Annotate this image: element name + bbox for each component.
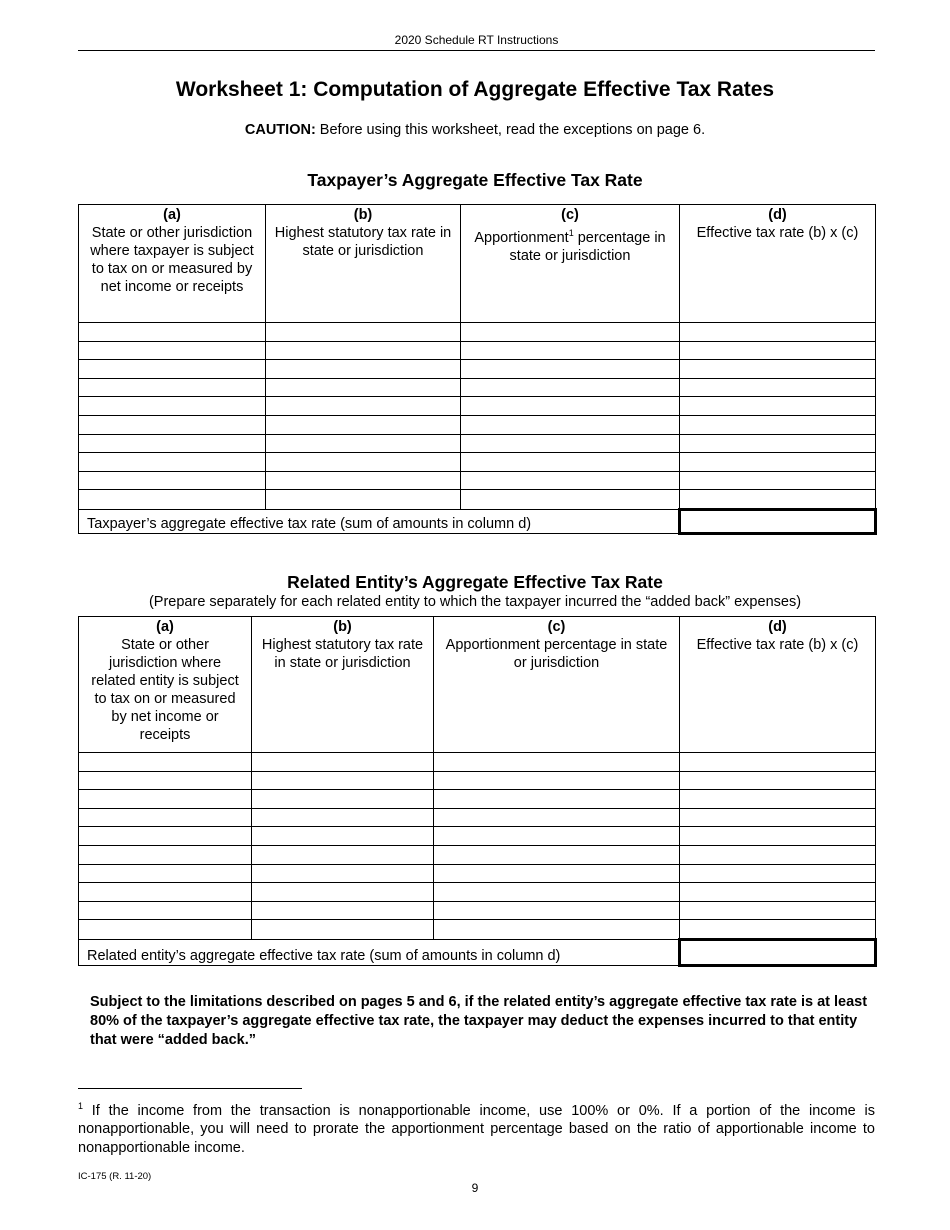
taxpayer-entry-cell-b[interactable] [266, 341, 461, 360]
column-letter: (c) [561, 207, 579, 223]
taxpayer-entry-cell-a[interactable] [79, 415, 266, 434]
column-letter: (a) [163, 207, 181, 223]
related-entry-cell-a[interactable] [79, 845, 252, 864]
taxpayer-entry-row [79, 453, 876, 472]
related-entry-cell-b[interactable] [252, 845, 434, 864]
related-entry-cell-c[interactable] [434, 771, 680, 790]
related-entry-cell-d[interactable] [680, 901, 876, 920]
related-entry-cell-a[interactable] [79, 753, 252, 772]
column-letter: (b) [353, 207, 373, 223]
related-entry-cell-b[interactable] [252, 827, 434, 846]
related-col-c-header [434, 617, 680, 753]
related-entry-cell-c[interactable] [434, 753, 680, 772]
taxpayer-entry-cell-b[interactable] [266, 434, 461, 453]
related-entry-cell-b[interactable] [252, 753, 434, 772]
related-col-a-header [79, 617, 252, 753]
taxpayer-entry-cell-c[interactable] [461, 453, 680, 472]
footnote-rule [78, 1088, 302, 1089]
taxpayer-entry-cell-c[interactable] [461, 341, 680, 360]
related-entry-cell-d[interactable] [680, 920, 876, 940]
related-entry-row [79, 827, 876, 846]
taxpayer-entry-cell-d[interactable] [680, 415, 876, 434]
related-entry-cell-c[interactable] [434, 845, 680, 864]
page-title: Worksheet 1: Computation of Aggregate Effective Tax Rates [175, 78, 775, 101]
taxpayer-entry-row [79, 341, 876, 360]
header-rule [78, 50, 875, 51]
taxpayer-entry-cell-c[interactable] [461, 471, 680, 490]
taxpayer-entry-cell-b[interactable] [266, 453, 461, 472]
related-total-label: Related entity’s aggregate effective tax rate (sum of amounts in column d) [79, 939, 680, 965]
running-header: 2020 Schedule RT Instructions [394, 33, 559, 47]
taxpayer-entry-cell-c[interactable] [461, 434, 680, 453]
taxpayer-entry-cell-b[interactable] [266, 471, 461, 490]
related-entry-cell-d[interactable] [680, 845, 876, 864]
caution-label: CAUTION: [244, 122, 316, 138]
column-description: Effective tax rate (b) x (c) [696, 637, 859, 653]
taxpayer-entry-cell-b[interactable] [266, 323, 461, 342]
taxpayer-entry-cell-c[interactable] [461, 490, 680, 510]
taxpayer-entry-cell-a[interactable] [79, 360, 266, 379]
taxpayer-entry-row [79, 360, 876, 379]
column-letter: (b) [333, 619, 352, 635]
related-entry-cell-d[interactable] [680, 753, 876, 772]
taxpayer-entry-cell-d[interactable] [680, 341, 876, 360]
footnote-reference: 1 [568, 228, 574, 238]
taxpayer-col-a-header [79, 205, 266, 323]
related-entry-cell-d[interactable] [680, 864, 876, 883]
taxpayer-entry-cell-c[interactable] [461, 378, 680, 397]
taxpayer-entry-cell-d[interactable] [680, 453, 876, 472]
taxpayer-entry-cell-b[interactable] [266, 378, 461, 397]
related-entry-cell-a[interactable] [79, 883, 252, 902]
column-description: State or other jurisdiction where related entity is subject to tax on or measured by net income or receipts [91, 637, 239, 743]
related-entry-cell-a[interactable] [79, 827, 252, 846]
related-entry-row [79, 883, 876, 902]
related-entry-cell-b[interactable] [252, 771, 434, 790]
related-entry-cell-c[interactable] [434, 808, 680, 827]
related-entry-cell-b[interactable] [252, 883, 434, 902]
taxpayer-entry-row [79, 434, 876, 453]
caution-note [0, 122, 950, 138]
column-letter: (a) [156, 619, 174, 635]
taxpayer-section-title: Taxpayer’s Aggregate Effective Tax Rate [307, 170, 643, 190]
taxpayer-col-b-header [266, 205, 461, 323]
column-description: Effective tax rate (b) x (c) [696, 225, 859, 241]
footnote-text: If the income from the transaction is nonapportionable income, use 100% or 0%. If a portion of the income is nonapportionable, you will need to prorate the apportionment percentage based on the ratio of apportionable income to nonapportionable income. [78, 1102, 875, 1156]
related-entry-cell-d[interactable] [680, 808, 876, 827]
taxpayer-total-row [79, 509, 876, 533]
description-text: percentage in state or jurisdiction [509, 229, 666, 264]
related-entry-row [79, 864, 876, 883]
related-entry-row [79, 901, 876, 920]
description-text: Apportionment [474, 229, 569, 246]
taxpayer-entry-cell-a[interactable] [79, 434, 266, 453]
related-entry-row [79, 808, 876, 827]
related-entry-row [79, 845, 876, 864]
related-total-input[interactable] [680, 939, 876, 965]
taxpayer-entry-cell-d[interactable] [680, 490, 876, 510]
related-entry-cell-c[interactable] [434, 883, 680, 902]
related-entry-row [79, 790, 876, 809]
taxpayer-entry-cell-c[interactable] [461, 323, 680, 342]
related-entry-cell-a[interactable] [79, 808, 252, 827]
related-entry-cell-a[interactable] [79, 901, 252, 920]
taxpayer-entry-cell-a[interactable] [79, 341, 266, 360]
taxpayer-total-input[interactable] [680, 509, 876, 533]
taxpayer-entry-cell-d[interactable] [680, 378, 876, 397]
related-entry-row [79, 920, 876, 940]
related-total-row [79, 939, 876, 965]
footnote-marker: 1 [78, 1101, 84, 1111]
related-entry-cell-b[interactable] [252, 864, 434, 883]
related-entry-cell-d[interactable] [680, 883, 876, 902]
related-entry-cell-b[interactable] [252, 901, 434, 920]
taxpayer-entry-cell-b[interactable] [266, 360, 461, 379]
column-description: Apportionment percentage in state or jurisdiction [445, 637, 668, 671]
taxpayer-entry-row [79, 323, 876, 342]
taxpayer-entry-cell-a[interactable] [79, 397, 266, 416]
related-entry-cell-b[interactable] [252, 920, 434, 940]
taxpayer-entry-cell-c[interactable] [461, 360, 680, 379]
related-section-subtitle: (Prepare separately for each related entity to which the taxpayer incurred the “added back” expenses) [148, 594, 802, 610]
taxpayer-entry-cell-d[interactable] [680, 397, 876, 416]
related-col-b-header [252, 617, 434, 753]
related-worksheet-table [78, 616, 877, 967]
column-description: Highest statutory tax rate in state or jurisdiction [274, 225, 452, 259]
taxpayer-total-label: Taxpayer’s aggregate effective tax rate (sum of amounts in column d) [79, 509, 680, 533]
form-id: IC-175 (R. 11-20) [78, 1171, 152, 1182]
taxpayer-entry-cell-a[interactable] [79, 453, 266, 472]
taxpayer-entry-cell-b[interactable] [266, 397, 461, 416]
related-entry-cell-c[interactable] [434, 901, 680, 920]
taxpayer-entry-row [79, 378, 876, 397]
taxpayer-entry-cell-c[interactable] [461, 397, 680, 416]
related-entry-cell-c[interactable] [434, 920, 680, 940]
taxpayer-entry-cell-a[interactable] [79, 323, 266, 342]
related-entry-cell-a[interactable] [79, 771, 252, 790]
related-entry-cell-a[interactable] [79, 864, 252, 883]
related-entry-cell-b[interactable] [252, 790, 434, 809]
taxpayer-entry-cell-c[interactable] [461, 415, 680, 434]
related-entry-cell-c[interactable] [434, 790, 680, 809]
column-description: Highest statutory tax rate in state or jurisdiction [261, 637, 424, 671]
related-header-row [79, 617, 876, 753]
taxpayer-worksheet-table [78, 204, 877, 535]
related-entry-cell-c[interactable] [434, 827, 680, 846]
taxpayer-entry-row [79, 471, 876, 490]
column-letter: (d) [768, 207, 787, 223]
page-number: 9 [471, 1181, 479, 1195]
related-entry-row [79, 753, 876, 772]
related-col-d-header [680, 617, 876, 753]
taxpayer-entry-row [79, 415, 876, 434]
column-letter: (d) [768, 619, 787, 635]
footnote [78, 1097, 875, 1157]
taxpayer-entry-cell-a[interactable] [79, 490, 266, 510]
related-entry-cell-c[interactable] [434, 864, 680, 883]
taxpayer-col-c-header [461, 205, 680, 323]
related-section-title: Related Entity’s Aggregate Effective Tax Rate [287, 572, 663, 592]
taxpayer-entry-cell-d[interactable] [680, 471, 876, 490]
related-entry-cell-d[interactable] [680, 771, 876, 790]
taxpayer-entry-row [79, 490, 876, 510]
related-entry-row [79, 771, 876, 790]
taxpayer-entry-row [79, 397, 876, 416]
taxpayer-entry-cell-a[interactable] [79, 471, 266, 490]
related-entry-cell-a[interactable] [79, 790, 252, 809]
taxpayer-entry-cell-d[interactable] [680, 434, 876, 453]
related-entry-cell-d[interactable] [680, 790, 876, 809]
related-entry-cell-a[interactable] [79, 920, 252, 940]
taxpayer-entry-cell-d[interactable] [680, 360, 876, 379]
deduction-note: Subject to the limitations described on pages 5 and 6, if the related entity’s aggregate effective tax rate is at least 80% of the taxpayer’s aggregate effective tax rate, the taxpayer may deduct the expenses incurred to that entity that were “added back.” [90, 994, 868, 1048]
taxpayer-entry-cell-b[interactable] [266, 415, 461, 434]
taxpayer-entry-cell-a[interactable] [79, 378, 266, 397]
caution-text: Before using this worksheet, read the exceptions on page 6. [315, 122, 706, 138]
column-description [461, 224, 679, 265]
taxpayer-col-d-header [680, 205, 876, 323]
related-entry-cell-d[interactable] [680, 827, 876, 846]
column-description: State or other jurisdiction where taxpayer is subject to tax on or measured by net income or receipts [90, 225, 254, 295]
column-letter: (c) [547, 619, 566, 635]
related-entry-cell-b[interactable] [252, 808, 434, 827]
taxpayer-entry-cell-d[interactable] [680, 323, 876, 342]
taxpayer-header-row [79, 205, 876, 323]
taxpayer-entry-cell-b[interactable] [266, 490, 461, 510]
